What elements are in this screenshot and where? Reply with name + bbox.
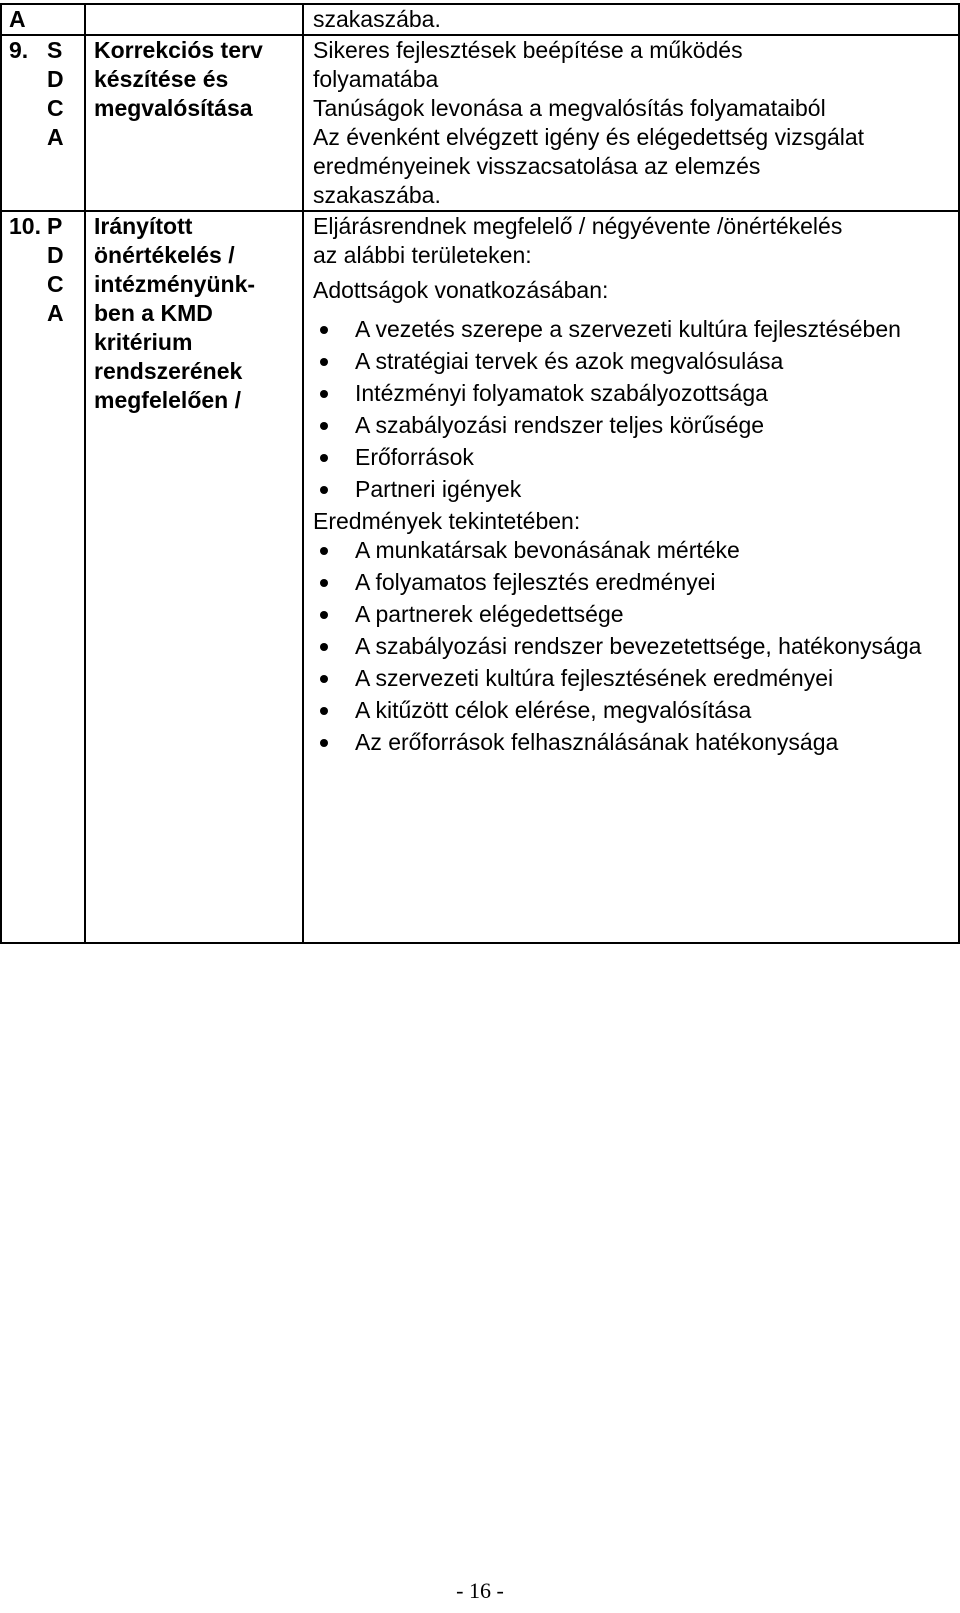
cell-step-title	[85, 35, 303, 211]
cell-step-title	[85, 211, 303, 943]
cell-step-description	[303, 211, 959, 943]
cell-step-description	[303, 4, 959, 35]
cycle-letter: A	[47, 124, 64, 150]
bullet-icon	[320, 486, 328, 494]
cell-step-number	[1, 211, 85, 943]
step-title-line: intézményünk-	[94, 271, 256, 297]
list-item: Intézményi folyamatok szabályozottsága	[313, 379, 958, 408]
cell-step-title	[85, 4, 303, 35]
bullet-icon	[320, 643, 328, 651]
list-item: Az erőforrások felhasználásának hatékonysága	[313, 728, 958, 757]
cell-step-number	[1, 4, 85, 35]
step-title-line: rendszerének	[94, 358, 243, 384]
list-item: A folyamatos fejlesztés eredményei	[313, 568, 958, 597]
table-row-step-10	[1, 211, 959, 943]
list-item: A szabályozási rendszer teljes körűsége	[313, 411, 958, 440]
step-title-line: megfelelően /	[94, 387, 241, 413]
list-item: A kitűzött célok elérése, megvalósítása	[313, 696, 958, 725]
description-line: folyamatába	[313, 66, 439, 92]
table-row-step-9	[1, 35, 959, 211]
eredmenyek-list	[313, 536, 958, 757]
description-line: Tanúságok levonása a megvalósítás folyamataiból	[313, 95, 826, 121]
section-heading-eredmenyek: Eredmények tekintetében:	[313, 508, 581, 534]
step-title-line: megvalósítása	[94, 95, 253, 121]
step-title-line: ben a KMD	[94, 300, 213, 326]
bullet-icon	[320, 390, 328, 398]
list-item: Partneri igények	[313, 475, 958, 504]
cycle-letter: P	[47, 213, 63, 239]
cycle-letter: D	[47, 242, 64, 268]
page-number: - 16 -	[456, 1578, 504, 1603]
description-line: az alábbi területeken:	[313, 242, 532, 268]
description-line: eredményeinek visszacsatolása az elemzés	[313, 153, 761, 179]
cycle-letter: C	[47, 271, 64, 297]
bullet-icon	[320, 358, 328, 366]
bullet-icon	[320, 326, 328, 334]
bullet-icon	[320, 422, 328, 430]
cycle-letter: C	[47, 95, 64, 121]
step-number: 9.	[9, 37, 29, 63]
list-item: Erőforrások	[313, 443, 958, 472]
process-table	[0, 3, 960, 944]
cell-step-number	[1, 35, 85, 211]
description-line: szakaszába.	[313, 182, 441, 208]
adottsagok-list	[313, 315, 958, 504]
list-item: A szervezeti kultúra fejlesztésének eredményei	[313, 664, 958, 693]
step-title-line: Irányított	[94, 213, 193, 239]
section-heading-adottsagok: Adottságok vonatkozásában:	[313, 277, 609, 303]
bullet-icon	[320, 707, 328, 715]
step-title-line: önértékelés /	[94, 242, 235, 268]
cell-step-description	[303, 35, 959, 211]
step-number: 10.	[9, 213, 41, 239]
description-line: Az évenként elvégzett igény és elégedettség vizsgálat	[313, 124, 865, 150]
cycle-letter: A	[47, 300, 64, 326]
bullet-icon	[320, 675, 328, 683]
table-row-continuation	[1, 4, 959, 35]
step-title-line: készítése és	[94, 66, 229, 92]
bullet-icon	[320, 739, 328, 747]
step-title-line: kritérium	[94, 329, 193, 355]
bullet-icon	[320, 547, 328, 555]
description-line: szakaszába.	[313, 6, 441, 32]
step-letter: A	[9, 6, 26, 32]
cycle-letter: D	[47, 66, 64, 92]
bullet-icon	[320, 579, 328, 587]
list-item: A munkatársak bevonásának mértéke	[313, 536, 958, 565]
bullet-icon	[320, 611, 328, 619]
cycle-letter: S	[47, 37, 63, 63]
description-line: Sikeres fejlesztések beépítése a működés	[313, 37, 743, 63]
description-line: Eljárásrendnek megfelelő / négyévente /önértékelés	[313, 213, 843, 239]
list-item: A stratégiai tervek és azok megvalósulása	[313, 347, 958, 376]
list-item: A vezetés szerepe a szervezeti kultúra fejlesztésében	[313, 315, 958, 344]
bullet-icon	[320, 454, 328, 462]
list-item: A partnerek elégedettsége	[313, 600, 958, 629]
step-title-line: Korrekciós terv	[94, 37, 263, 63]
list-item: A szabályozási rendszer bevezetettsége, hatékonysága	[313, 632, 958, 661]
